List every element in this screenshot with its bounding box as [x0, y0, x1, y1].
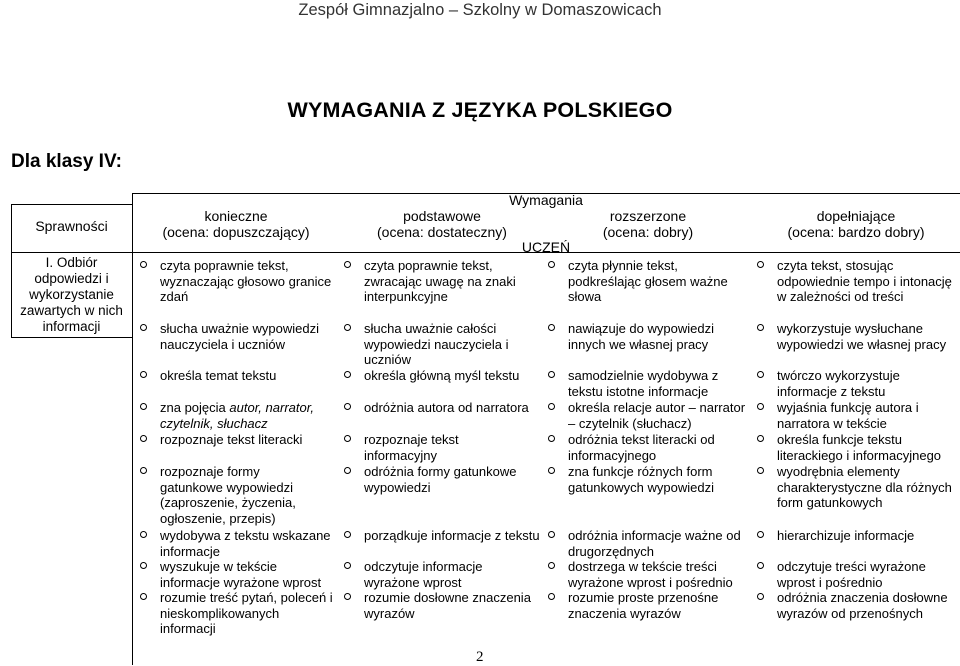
list-item: wyszukuje w tekście informacje wyrażone wprost: [140, 559, 336, 590]
bullet-icon: [344, 531, 351, 538]
list-item: rozumie dosłowne znaczenia wyrazów: [344, 590, 540, 621]
column-header-podstawowe: [340, 208, 544, 240]
bullet-icon: [344, 403, 351, 410]
class-heading: Dla klasy IV:: [11, 151, 122, 172]
column-header-line2: (ocena: dostateczny): [377, 224, 507, 240]
bullet-icon: [757, 261, 764, 268]
list-item: odróżnia autora od narratora: [344, 400, 540, 416]
list-item: rozpoznaje tekst informacyjny: [344, 432, 484, 463]
bullet-icon: [548, 261, 555, 268]
row-label: I. Odbiór odpowiedzi i wykorzystanie zawartych w nich informacji: [20, 255, 123, 334]
bullet-icon: [757, 467, 764, 474]
list-item: rozumie proste przenośne znaczenia wyrazów: [548, 590, 748, 621]
bullet-icon: [548, 593, 555, 600]
table-row-label-bottom: [11, 337, 132, 338]
column-header-rozszerzone: [544, 208, 752, 240]
list-item: czyta poprawnie tekst, zwracając uwagę na znaki interpunkcyjne: [344, 258, 540, 305]
list-item: wyjaśnia funkcję autora i narratora w tekście: [757, 400, 957, 431]
column-header-line2: (ocena: dobry): [602, 224, 694, 240]
wymagania-header: Wymagania: [509, 192, 583, 208]
bullet-icon: [757, 371, 764, 378]
bullet-icon: [140, 435, 147, 442]
bullet-icon: [140, 531, 147, 538]
page-header: Zespół Gimnazjalno – Szkolny w Domaszowicach: [298, 1, 662, 19]
list-item: zna funkcje różnych form gatunkowych wypowiedzi: [548, 464, 748, 495]
column-header-konieczne: [132, 208, 340, 240]
list-item: odróżnia znaczenia dosłowne wyrazów od przenośnych: [757, 590, 957, 621]
list-item: określa temat tekstu: [140, 368, 336, 384]
bullet-icon: [344, 593, 351, 600]
bullet-icon: [140, 562, 147, 569]
bullet-icon: [548, 531, 555, 538]
bullet-icon: [344, 467, 351, 474]
bullet-icon: [344, 562, 351, 569]
item-text-italic: autor, narrator, czytelnik, słuchacz: [160, 400, 314, 431]
document-title: WYMAGANIA Z JĘZYKA POLSKIEGO: [287, 98, 673, 122]
table-border-left-top: [11, 204, 132, 205]
list-item: wydobywa z tekstu wskazane informacje: [140, 528, 336, 559]
bullet-icon: [548, 324, 555, 331]
bullet-icon: [757, 324, 764, 331]
column-header-line2: (ocena: bardzo dobry): [787, 224, 925, 240]
list-item: hierarchizuje informacje: [757, 528, 957, 544]
bullet-icon: [344, 261, 351, 268]
column-header-line1: dopełniające: [816, 208, 896, 224]
bullet-icon: [140, 467, 147, 474]
item-text: zna pojęcia: [160, 400, 230, 415]
bullet-icon: [140, 261, 147, 268]
list-item: samodzielnie wydobywa z tekstu istotne informacje: [548, 368, 748, 399]
sprawnosci-header: Sprawności: [35, 218, 108, 234]
bullet-icon: [140, 324, 147, 331]
bullet-icon: [140, 371, 147, 378]
bullet-icon: [344, 371, 351, 378]
list-item: odróżnia formy gatunkowe wypowiedzi: [344, 464, 540, 495]
bullet-icon: [548, 435, 555, 442]
bullet-icon: [757, 562, 764, 569]
list-item: wykorzystuje wysłuchane wypowiedzi we własnej pracy: [757, 321, 957, 352]
list-item: [140, 400, 336, 431]
list-item: dostrzega w tekście treści wyrażone wprost i pośrednio: [548, 559, 748, 590]
list-item: odróżnia tekst literacki od informacyjnego: [548, 432, 748, 463]
list-item: wyodrębnia elementy charakterystyczne dla różnych form gatunkowych: [757, 464, 957, 511]
column-header-line2: (ocena: dopuszczający): [162, 224, 310, 240]
column-header-dopelniajace: [752, 208, 960, 240]
list-item: słucha uważnie całości wypowiedzi nauczyciela i uczniów: [344, 321, 540, 368]
bullet-icon: [344, 324, 351, 331]
bullet-icon: [548, 562, 555, 569]
list-item: słucha uważnie wypowiedzi nauczyciela i uczniów: [140, 321, 336, 352]
bullet-icon: [548, 371, 555, 378]
bullet-icon: [757, 435, 764, 442]
list-item: rozpoznaje tekst literacki: [140, 432, 336, 448]
bullet-icon: [757, 531, 764, 538]
column-header-line1: podstawowe: [403, 208, 481, 224]
list-item: nawiązuje do wypowiedzi innych we własnej pracy: [548, 321, 748, 352]
column-header-line1: konieczne: [204, 208, 268, 224]
bullet-icon: [757, 403, 764, 410]
bullet-icon: [140, 593, 147, 600]
list-item: rozpoznaje formy gatunkowe wypowiedzi (zaproszenie, życzenia, ogłoszenie, przepis): [140, 464, 300, 526]
bullet-icon: [548, 403, 555, 410]
list-item: rozumie treść pytań, poleceń i nieskomplikowanych informacji: [140, 590, 336, 637]
bullet-icon: [344, 435, 351, 442]
list-item: określa funkcje tekstu literackiego i informacyjnego: [757, 432, 957, 463]
list-item: odróżnia informacje ważne od drugorzędnych: [548, 528, 748, 559]
page-number: 2: [476, 649, 484, 665]
list-item: określa główną myśl tekstu: [344, 368, 540, 384]
list-item: porządkuje informacje z tekstu: [344, 528, 540, 544]
list-item: twórczo wykorzystuje informacje z tekstu: [757, 368, 957, 399]
bullet-icon: [757, 593, 764, 600]
list-item: czyta tekst, stosując odpowiednie tempo i intonację w zależności od treści: [757, 258, 957, 305]
list-item: odczytuje treści wyrażone wprost i pośrednio: [757, 559, 957, 590]
list-item: czyta poprawnie tekst, wyznaczając głosowo granice zdań: [140, 258, 336, 305]
column-header-line1: rozszerzone: [609, 208, 687, 224]
list-item: odczytuje informacje wyrażone wprost: [344, 559, 504, 590]
table-col-divider-1: [132, 193, 133, 665]
bullet-icon: [548, 467, 555, 474]
uczen-header: UCZEŃ: [521, 239, 571, 255]
list-item: określa relacje autor – narrator – czytelnik (słuchacz): [548, 400, 748, 431]
bullet-icon: [140, 403, 147, 410]
list-item: czyta płynnie tekst, podkreślając głosem ważne słowa: [548, 258, 748, 305]
